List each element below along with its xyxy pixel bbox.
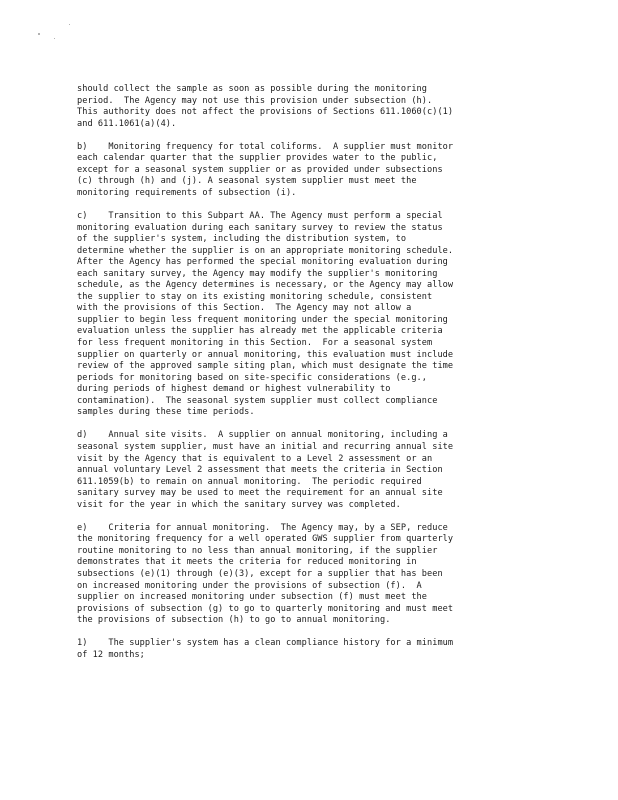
text-line: evaluation unless the supplier has already met the applicable criteria <box>77 326 443 337</box>
text-line: seasonal system supplier, must have an initial and recurring annual site <box>77 441 454 452</box>
scan-speck <box>38 33 40 35</box>
text-line: each calendar quarter that the supplier provides water to the public, <box>77 153 438 164</box>
text-line: 611.1059(b) to remain on annual monitoring. The periodic required <box>77 476 422 487</box>
paragraph-subsection-e-1 <box>77 638 547 661</box>
text-line: visit for the year in which the sanitary survey was completed. <box>77 499 401 510</box>
text-line: d) Annual site visits. A supplier on annual monitoring, including a <box>77 430 448 441</box>
text-line: for less frequent monitoring in this Section. For a seasonal system <box>77 338 433 349</box>
text-line: monitoring requirements of subsection (i). <box>77 187 297 198</box>
paragraph-continuation <box>77 84 547 130</box>
text-line: b) Monitoring frequency for total coliforms. A supplier must monitor <box>77 141 454 152</box>
text-line: determine whether the supplier is on an appropriate monitoring schedule. <box>77 245 454 256</box>
text-line: the provisions of subsection (h) to go to annual monitoring. <box>77 615 391 626</box>
text-line: routine monitoring to no less than annual monitoring, if the supplier <box>77 545 438 556</box>
text-line: demonstrates that it meets the criteria for reduced monitoring in <box>77 557 417 568</box>
text-line: After the Agency has performed the special monitoring evaluation during <box>77 257 448 268</box>
text-line: monitoring evaluation during each sanitary survey to review the status <box>77 222 443 233</box>
paragraph-subsection-d <box>77 430 547 511</box>
text-line: review of the approved sample siting plan, which must designate the time <box>77 361 454 372</box>
text-line: annual voluntary Level 2 assessment that meets the criteria in Section <box>77 465 443 476</box>
text-line: the monitoring frequency for a well operated GWS supplier from quarterly <box>77 534 454 545</box>
scan-speck <box>54 38 55 39</box>
paragraph-subsection-e <box>77 523 547 627</box>
text-line: 1) The supplier's system has a clean compliance history for a minimum <box>77 638 454 649</box>
text-line: periods for monitoring based on site-specific considerations (e.g., <box>77 372 427 383</box>
text-line: subsections (e)(1) through (e)(3), except for a supplier that has been <box>77 568 443 579</box>
text-line: c) Transition to this Subpart AA. The Agency must perform a special <box>77 211 443 222</box>
text-line: contamination). The seasonal system supplier must collect compliance <box>77 395 438 406</box>
text-line: during periods of highest demand or highest vulnerability to <box>77 384 391 395</box>
text-line: and 611.1061(a)(4). <box>77 118 177 129</box>
text-line: should collect the sample as soon as possible during the monitoring <box>77 84 427 94</box>
text-line: except for a seasonal system supplier or as provided under subsections <box>77 164 443 175</box>
text-line: period. The Agency may not use this provision under subsection (h). <box>77 95 433 106</box>
text-line: with the provisions of this Section. The Agency may not allow a <box>77 303 412 314</box>
text-line: supplier on quarterly or annual monitoring, this evaluation must include <box>77 349 454 360</box>
text-line: e) Criteria for annual monitoring. The Agency may, by a SEP, reduce <box>77 522 448 533</box>
text-line: samples during these time periods. <box>77 407 255 418</box>
text-line: of the supplier's system, including the distribution system, to <box>77 234 407 245</box>
paragraph-subsection-c <box>77 211 547 419</box>
text-line: provisions of subsection (g) to go to quarterly monitoring and must meet <box>77 603 454 614</box>
text-line: on increased monitoring under the provisions of subsection (f). A <box>77 580 422 591</box>
text-line: supplier to begin less frequent monitoring under the special monitoring <box>77 314 448 325</box>
text-line: This authority does not affect the provisions of Sections 611.1060(c)(1) <box>77 107 454 118</box>
text-line: of 12 months; <box>77 649 145 660</box>
text-line: each sanitary survey, the Agency may modify the supplier's monitoring <box>77 268 438 279</box>
text-line: schedule, as the Agency determines is necessary, or the Agency may allow <box>77 280 454 291</box>
text-line: sanitary survey may be used to meet the requirement for an annual site <box>77 488 443 499</box>
text-line: supplier on increased monitoring under subsection (f) must meet the <box>77 592 427 603</box>
text-line: visit by the Agency that is equivalent to a Level 2 assessment or an <box>77 453 433 464</box>
text-line: the supplier to stay on its existing monitoring schedule, consistent <box>77 291 433 302</box>
paragraph-subsection-b <box>77 142 547 200</box>
text-line: (c) through (h) and (j). A seasonal system supplier must meet the <box>77 176 417 187</box>
document-body <box>77 84 547 673</box>
scan-speck <box>69 24 70 25</box>
